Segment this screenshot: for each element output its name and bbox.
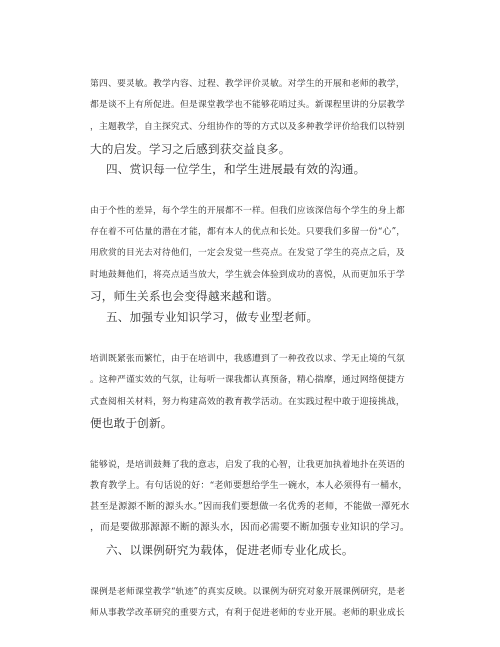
paragraph-4-line-1: 能够说，是培训鼓舞了我的意志，启发了我的心智，让我更加执着地扑在英语的 xyxy=(90,460,405,470)
paragraph-2-line-1: 由于个性的差异，每个学生的开展都不一样。但我们应该深信每个学生的身上都 xyxy=(90,206,405,216)
paragraph-1-line-3: ，主题教学，自主探究式、分组协作的等的方式以及多种教学评价给我们以特别 xyxy=(90,122,405,132)
paragraph-3-line-4: 便也敢于创新。 xyxy=(90,416,173,430)
paragraph-4-line-4: ，而是要做那源源不断的源头水，因而必需要不断加强专业知识的学习。 xyxy=(90,522,410,533)
paragraph-4-line-2: 教育教学上。有句话说的好：“老师要想给学生一碗水，本人必须得有一桶水， xyxy=(90,481,408,491)
paragraph-2-line-5: 习，师生关系也会变得越来越和谐。 xyxy=(90,289,279,303)
section-heading-6: 六、以课例研究为载体，促进老师专业化成长。 xyxy=(106,543,354,557)
paragraph-5-line-2: 师从事教学改革研究的重要方式，有利于促进老师的专业开展。老师的职业成长 xyxy=(90,608,405,618)
paragraph-4-line-3: 甚至是源源不断的源头水。”因而我们要想做一名优秀的老师，不能做一潭死水 xyxy=(90,501,410,512)
paragraph-1-line-4: 大的启发。学习之后感到获交益良多。 xyxy=(90,142,291,156)
paragraph-3-line-1: 培训既紧张而繁忙，由于在培训中，我感遭到了一种孜孜以求、学无止境的气氛 xyxy=(90,354,405,364)
paragraph-1-line-2: 都是谈不上有所促进。但是课堂教学也不能够花哨过头。新课程里讲的分层教学 xyxy=(90,100,405,110)
paragraph-5-line-1: 课例是老师课堂教学“轨迹”的真实反映。以课例为研究对象开展课例研究，是老 xyxy=(90,587,406,597)
paragraph-2-line-4: 时地鼓舞他们，将亮点适当放大，学生就会体验到成功的喜悦，从而更加乐于学 xyxy=(90,270,405,280)
paragraph-2-line-2: 存在着不可估量的潜在才能，都有本人的优点和长处。只要我们多留一份“心”， xyxy=(90,227,406,237)
paragraph-3-line-3: 式查阅相关材料，努力构建高效的教育教学活动。在实践过程中敢于迎接挑战， xyxy=(90,397,405,407)
section-heading-4: 四、赏识每一位学生，和学生进展最有效的沟通。 xyxy=(106,162,366,176)
paragraph-2-line-3: 用欣赏的目光去对待他们，一定会发觉一些亮点。在发觉了学生的亮点之后，及 xyxy=(90,248,405,258)
section-heading-5: 五、加强专业知识学习，做专业型老师。 xyxy=(106,310,319,324)
paragraph-3-line-2: 。这种严谨实效的气氛，让每听一课我都认真预备，精心揣摩，通过网络便捷方 xyxy=(90,375,405,385)
paragraph-1-line-1: 第四、要灵敏。教学内容、过程、教学评价灵敏。对学生的开展和老师的教学， xyxy=(90,79,405,89)
